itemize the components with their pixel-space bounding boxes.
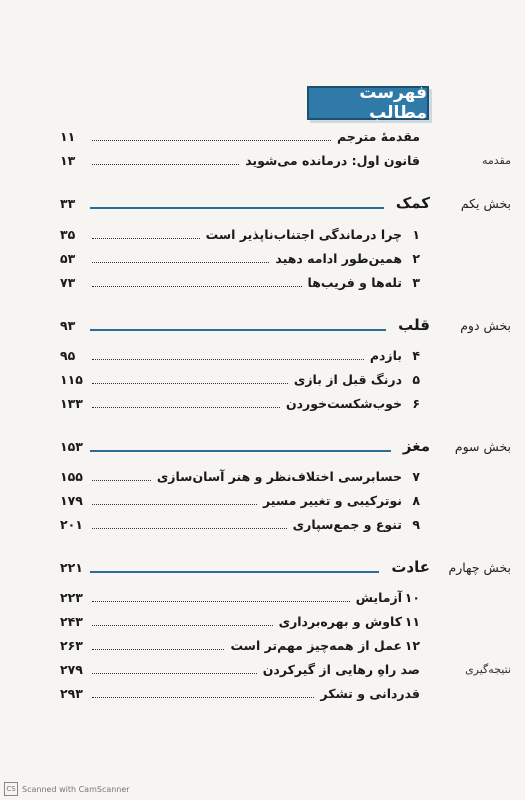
entry-page: ۱۱۵ (60, 371, 83, 387)
chapter-number: ۱ (412, 226, 420, 242)
chapter-number: ۸ (412, 492, 420, 508)
camscanner-logo-icon: CS (4, 782, 18, 796)
entry-title: نوترکیبی و تغییر مسیر (262, 492, 402, 508)
entry-title: حسابرسی اختلاف‌نظر و هنر آسان‌سازی (156, 468, 402, 484)
part-3-label: بخش سوم (454, 439, 511, 454)
part-title: عادت (391, 558, 430, 576)
chapter-number: ۲ (412, 250, 420, 266)
part-title: کمک (395, 194, 430, 212)
entry-title: همین‌طور ادامه دهید (275, 250, 402, 266)
part-4-label: بخش چهارم (448, 560, 511, 575)
chapter-number: ۱۲ (404, 637, 420, 653)
leader-dots (92, 164, 239, 165)
leader-dots (92, 504, 257, 505)
entry-title: تنوع و جمع‌سپاری (292, 516, 402, 532)
toc-entry-chapter-2 (60, 248, 420, 268)
entry-page: ۲۹۳ (60, 685, 83, 701)
chapter-number: ۹ (412, 516, 420, 532)
entry-title: تله‌ها و فریب‌ها (307, 274, 402, 290)
leader-dots (92, 262, 269, 263)
part-title: مغز (402, 437, 430, 455)
entry-page: ۳۵ (60, 226, 76, 242)
toc-entry-chapter-9 (60, 514, 420, 534)
chapter-number: ۱۱ (404, 613, 420, 629)
entry-page: ۱۷۹ (60, 492, 83, 508)
leader-dots (92, 625, 273, 626)
part-2-label: بخش دوم (460, 318, 511, 333)
entry-page: ۲۰۱ (60, 516, 83, 532)
entry-page: ۲۲۳ (60, 589, 83, 605)
leader-dots (92, 238, 200, 239)
entry-title: مقدمهٔ مترجم (336, 128, 420, 144)
entry-title: درنگ قبل از بازی (293, 371, 402, 387)
leader-dots (92, 673, 257, 674)
introduction-label: مقدمه (481, 154, 511, 167)
toc-entry-chapter-3 (60, 272, 420, 292)
chapter-number: ۷ (412, 468, 420, 484)
part-rule (90, 571, 379, 573)
leader-dots (92, 140, 331, 141)
entry-title: عمل از همه‌چیز مهم‌تر است (230, 637, 402, 653)
entry-page: ۲۴۳ (60, 613, 83, 629)
entry-page: ۱۳۳ (60, 395, 83, 411)
toc-entry-translator-preface (60, 126, 420, 146)
part-rule (90, 450, 391, 452)
entry-title: صد راهِ رهایی از گیرکردن (262, 661, 420, 677)
toc-title: فهرست مطالب (307, 86, 429, 120)
entry-page: ۹۵ (60, 347, 76, 363)
part-rule (90, 207, 384, 209)
leader-dots (92, 286, 302, 287)
entry-title: قدردانی و تشکر (320, 685, 420, 701)
entry-page: ۱۱ (60, 128, 76, 144)
toc-entry-chapter-10 (60, 587, 420, 607)
leader-dots (92, 383, 288, 384)
toc-entry-acknowledgements (60, 683, 420, 703)
part-1-label: بخش یکم (460, 196, 511, 211)
watermark-text: Scanned with CamScanner (22, 784, 130, 794)
entry-page: ۱۳ (60, 152, 76, 168)
entry-title: چرا درماندگی اجتناب‌ناپذیر است (205, 226, 402, 242)
leader-dots (92, 359, 364, 360)
chapter-number: ۶ (412, 395, 420, 411)
part-page: ۲۲۱ (60, 559, 83, 575)
part-rule (90, 329, 386, 331)
leader-dots (92, 697, 314, 698)
entry-page: ۱۵۵ (60, 468, 83, 484)
toc-entry-conclusion (60, 659, 420, 679)
entry-title: قانون اول: درمانده می‌شوید (245, 152, 420, 168)
leader-dots (92, 407, 280, 408)
entry-page: ۲۷۹ (60, 661, 83, 677)
entry-title: بازدم (369, 347, 402, 363)
toc-entry-chapter-6 (60, 393, 420, 413)
toc-entry-introduction (60, 150, 420, 170)
part-1-heading (60, 192, 430, 214)
leader-dots (92, 601, 350, 602)
part-3-heading (60, 435, 430, 457)
toc-entry-chapter-8 (60, 490, 420, 510)
scanner-watermark (4, 782, 130, 796)
entry-page: ۵۳ (60, 250, 76, 266)
entry-title: آزمایش (355, 589, 402, 605)
part-2-heading (60, 314, 430, 336)
chapter-number: ۵ (412, 371, 420, 387)
chapter-number: ۳ (412, 274, 420, 290)
entry-title: کاوش و بهره‌برداری (278, 613, 402, 629)
part-title: قلب (398, 316, 430, 334)
leader-dots (92, 528, 287, 529)
toc-entry-chapter-1 (60, 224, 420, 244)
toc-entry-chapter-5 (60, 369, 420, 389)
part-page: ۹۳ (60, 317, 76, 333)
chapter-number: ۴ (412, 347, 420, 363)
entry-title: خوب‌شکست‌خوردن (285, 395, 402, 411)
entry-page: ۷۳ (60, 274, 76, 290)
part-4-heading (60, 556, 430, 578)
leader-dots (92, 649, 224, 650)
toc-entry-chapter-7 (60, 466, 420, 486)
entry-page: ۲۶۳ (60, 637, 83, 653)
leader-dots (92, 480, 151, 481)
toc-entry-chapter-4 (60, 345, 420, 365)
toc-entry-chapter-11 (60, 611, 420, 631)
part-page: ۱۵۳ (60, 438, 83, 454)
chapter-number: ۱۰ (404, 589, 420, 605)
conclusion-label: نتیجه‌گیری (465, 663, 511, 676)
part-page: ۳۳ (60, 195, 76, 211)
toc-entry-chapter-12 (60, 635, 420, 655)
